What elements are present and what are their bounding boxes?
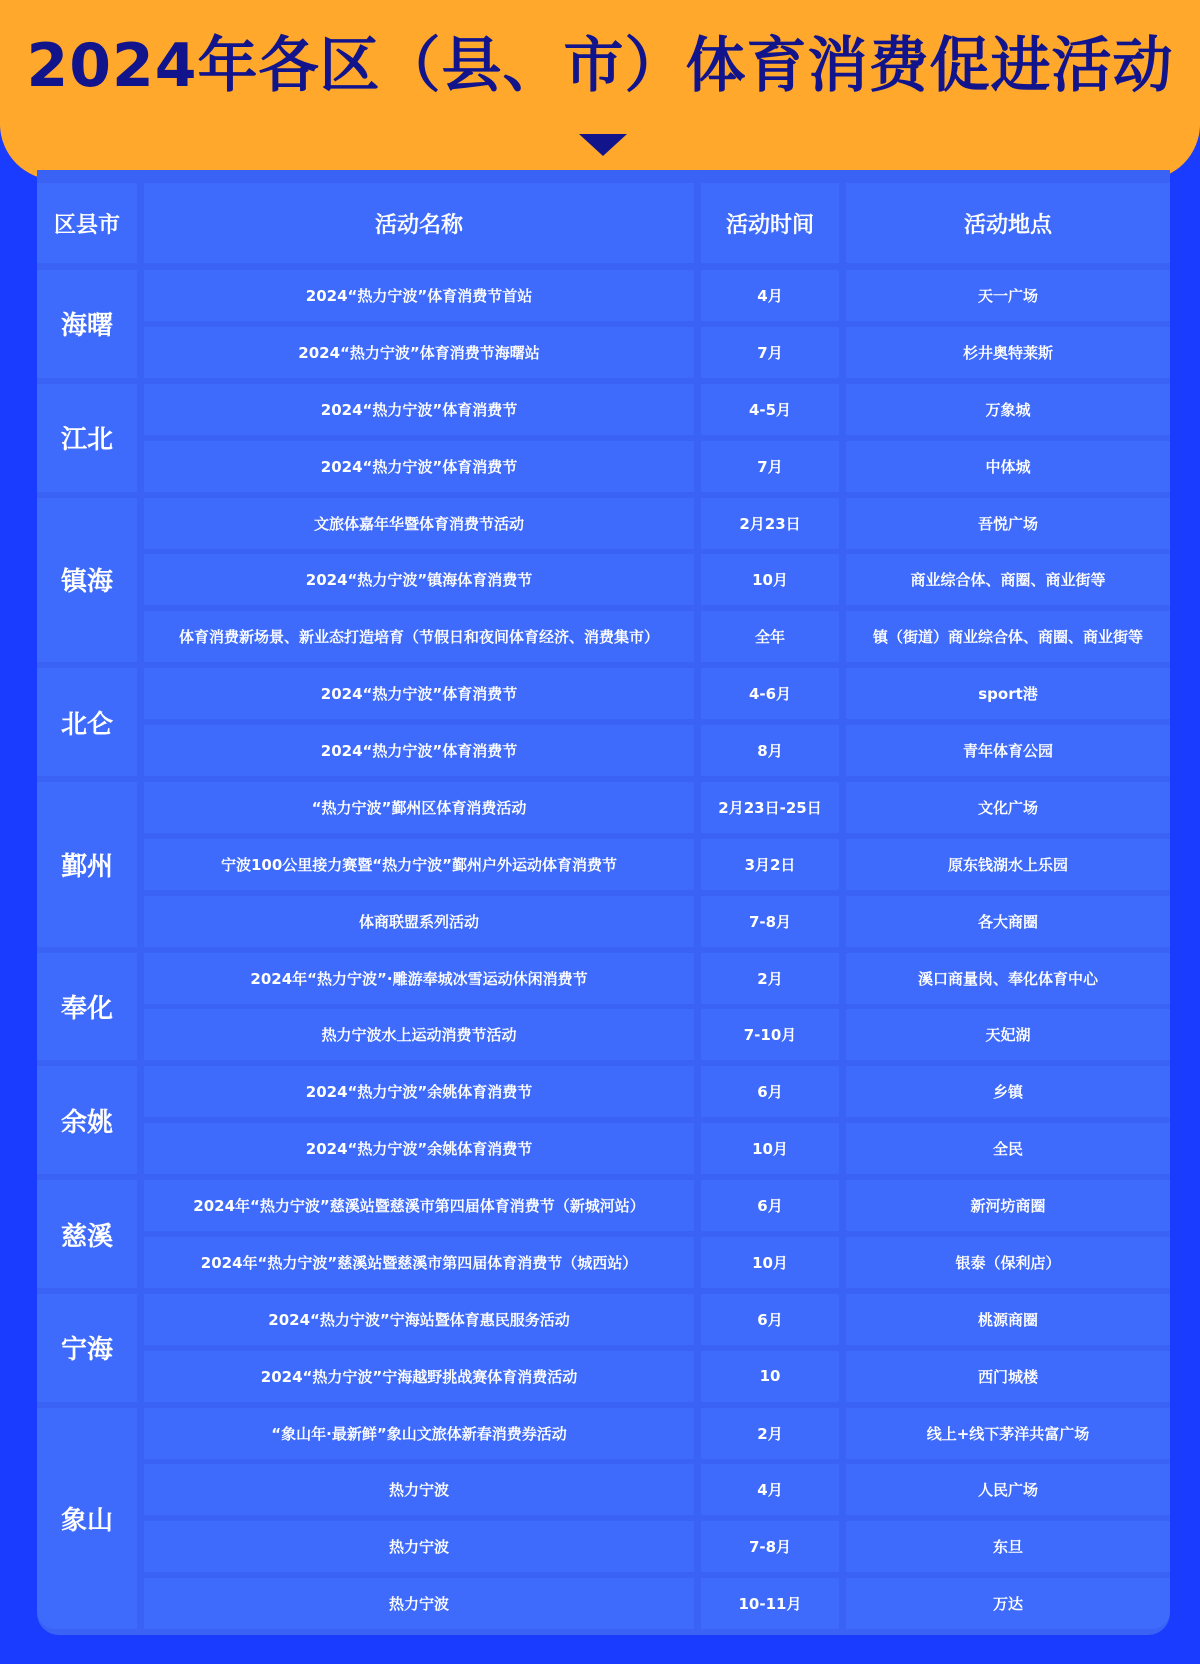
district-cell: 北仑 [37, 668, 137, 776]
activity-place-cell: sport港 [846, 668, 1170, 719]
activity-name-cell: 2024“热力宁波”宁海站暨体育惠民服务活动 [144, 1294, 694, 1345]
activity-place-cell: 万达 [846, 1578, 1170, 1629]
activity-name-cell: 2024“热力宁波”体育消费节 [144, 725, 694, 776]
activity-place-cell: 杉井奥特莱斯 [846, 327, 1170, 378]
activity-name-cell: 2024“热力宁波”余姚体育消费节 [144, 1123, 694, 1174]
activity-name-cell: 体育消费新场景、新业态打造培育（节假日和夜间体育经济、消费集市） [144, 611, 694, 662]
activity-time-cell: 4月 [701, 1464, 839, 1515]
activity-time-cell: 7-10月 [701, 1009, 839, 1060]
activity-time-cell: 4-5月 [701, 384, 839, 435]
district-cell: 江北 [37, 384, 137, 492]
activity-name-cell: 文旅体嘉年华暨体育消费节活动 [144, 498, 694, 549]
district-cell: 象山 [37, 1408, 137, 1630]
activity-time-cell: 全年 [701, 611, 839, 662]
activity-time-cell: 8月 [701, 725, 839, 776]
activity-place-cell: 西门城楼 [846, 1351, 1170, 1402]
activity-place-cell: 天一广场 [846, 270, 1170, 321]
district-cell: 海曙 [37, 270, 137, 378]
activity-time-cell: 10 [701, 1351, 839, 1402]
column-header-place: 活动地点 [846, 183, 1170, 263]
activity-time-cell: 7-8月 [701, 896, 839, 947]
district-cell: 宁海 [37, 1294, 137, 1402]
activity-time-cell: 6月 [701, 1294, 839, 1345]
district-cell: 余姚 [37, 1066, 137, 1174]
column-header-time: 活动时间 [701, 183, 839, 263]
district-cell: 鄞州 [37, 782, 137, 947]
activity-name-cell: 2024“热力宁波”体育消费节 [144, 384, 694, 435]
district-cell: 镇海 [37, 498, 137, 663]
activity-name-cell: 热力宁波 [144, 1578, 694, 1629]
activity-name-cell: “热力宁波”鄞州区体育消费活动 [144, 782, 694, 833]
activity-time-cell: 4-6月 [701, 668, 839, 719]
activity-name-cell: 热力宁波 [144, 1521, 694, 1572]
activity-time-cell: 10月 [701, 1237, 839, 1288]
activity-place-cell: 全民 [846, 1123, 1170, 1174]
activity-place-cell: 溪口商量岗、奉化体育中心 [846, 953, 1170, 1004]
activity-place-cell: 原东钱湖水上乐园 [846, 839, 1170, 890]
activity-name-cell: 2024“热力宁波”镇海体育消费节 [144, 554, 694, 605]
activity-place-cell: 中体城 [846, 441, 1170, 492]
activity-name-cell: 2024年“热力宁波”慈溪站暨慈溪市第四届体育消费节（城西站） [144, 1237, 694, 1288]
activity-time-cell: 7月 [701, 327, 839, 378]
activity-time-cell: 6月 [701, 1066, 839, 1117]
activity-time-cell: 7月 [701, 441, 839, 492]
activity-name-cell: 2024“热力宁波”宁海越野挑战赛体育消费活动 [144, 1351, 694, 1402]
activity-place-cell: 天妃湖 [846, 1009, 1170, 1060]
activity-place-cell: 万象城 [846, 384, 1170, 435]
activity-place-cell: 青年体育公园 [846, 725, 1170, 776]
activity-place-cell: 文化广场 [846, 782, 1170, 833]
activity-name-cell: 热力宁波 [144, 1464, 694, 1515]
activity-place-cell: 乡镇 [846, 1066, 1170, 1117]
activity-name-cell: 体商联盟系列活动 [144, 896, 694, 947]
activity-place-cell: 银泰（保利店） [846, 1237, 1170, 1288]
district-cell: 奉化 [37, 953, 137, 1061]
column-header-name: 活动名称 [144, 183, 694, 263]
activity-name-cell: 热力宁波水上运动消费节活动 [144, 1009, 694, 1060]
activity-place-cell: 桃源商圈 [846, 1294, 1170, 1345]
activity-time-cell: 6月 [701, 1180, 839, 1231]
activity-place-cell: 各大商圈 [846, 896, 1170, 947]
activity-name-cell: 2024“热力宁波”余姚体育消费节 [144, 1066, 694, 1117]
activity-place-cell: 镇（街道）商业综合体、商圈、商业街等 [846, 611, 1170, 662]
activity-name-cell: 2024“热力宁波”体育消费节首站 [144, 270, 694, 321]
activity-name-cell: 2024“热力宁波”体育消费节 [144, 441, 694, 492]
activity-name-cell: 2024年“热力宁波”·雕游奉城冰雪运动休闲消费节 [144, 953, 694, 1004]
activity-time-cell: 2月23日 [701, 498, 839, 549]
activity-name-cell: “象山年·最新鲜”象山文旅体新春消费券活动 [144, 1408, 694, 1459]
activity-name-cell: 2024年“热力宁波”慈溪站暨慈溪市第四届体育消费节（新城河站） [144, 1180, 694, 1231]
chevron-down-icon [579, 134, 627, 156]
activity-name-cell: 宁波100公里接力赛暨“热力宁波”鄞州户外运动体育消费节 [144, 839, 694, 890]
activity-time-cell: 2月23日-25日 [701, 782, 839, 833]
activity-place-cell: 商业综合体、商圈、商业街等 [846, 554, 1170, 605]
district-cell: 慈溪 [37, 1180, 137, 1288]
activity-time-cell: 10-11月 [701, 1578, 839, 1629]
activity-time-cell: 7-8月 [701, 1521, 839, 1572]
column-header-district: 区县市 [37, 183, 137, 263]
activity-place-cell: 新河坊商圈 [846, 1180, 1170, 1231]
activity-place-cell: 线上+线下茅洋共富广场 [846, 1408, 1170, 1459]
activity-name-cell: 2024“热力宁波”体育消费节 [144, 668, 694, 719]
activity-name-cell: 2024“热力宁波”体育消费节海曙站 [144, 327, 694, 378]
page-title: 2024年各区（县、市）体育消费促进活动 [26, 31, 1174, 101]
activity-place-cell: 人民广场 [846, 1464, 1170, 1515]
activity-time-cell: 2月 [701, 953, 839, 1004]
activity-place-cell: 东旦 [846, 1521, 1170, 1572]
activity-time-cell: 4月 [701, 270, 839, 321]
activity-place-cell: 吾悦广场 [846, 498, 1170, 549]
activity-time-cell: 10月 [701, 1123, 839, 1174]
activity-time-cell: 2月 [701, 1408, 839, 1459]
header-banner [0, 0, 1200, 180]
activity-time-cell: 10月 [701, 554, 839, 605]
activity-time-cell: 3月2日 [701, 839, 839, 890]
